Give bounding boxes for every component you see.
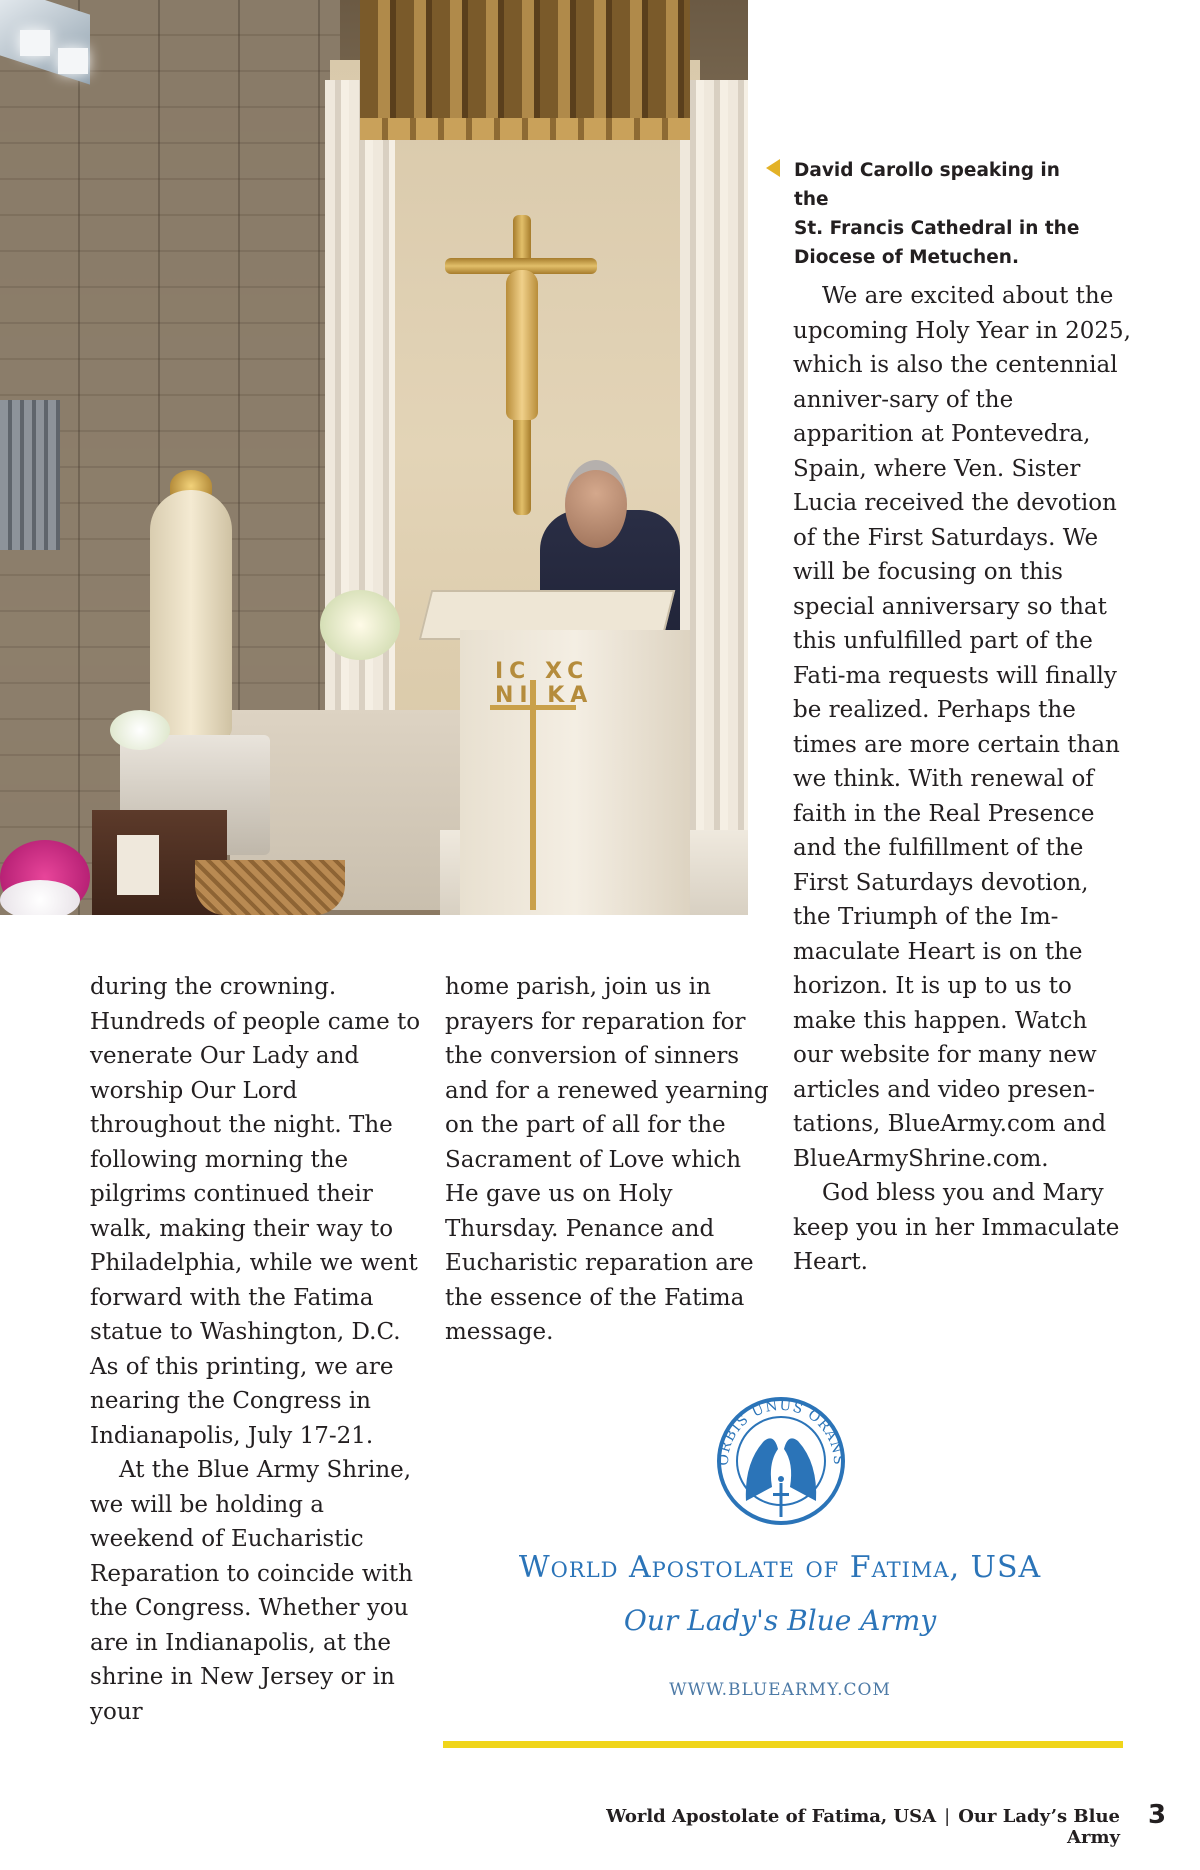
footer-publication: World Apostolate of Fatima, USA	[606, 1806, 937, 1827]
footer-tagline: Our Lady’s Blue Army	[958, 1806, 1120, 1848]
logo-url: WWW.BLUEARMY.COM	[669, 1680, 891, 1700]
photo-caption	[770, 156, 1100, 272]
footer	[560, 1806, 1120, 1848]
paragraph: At the Blue Army Shrine, we will be holding a weekend of Eucharistic Reparation to coincide with the Congress. Whether you are in Indianapolis, at the shrine in New Jersey or in your	[90, 1457, 413, 1725]
fatima-statue	[150, 490, 232, 740]
gothic-canopy	[360, 0, 690, 120]
text-column-3	[793, 279, 1133, 1280]
organ-pipes	[0, 400, 60, 550]
prayer-card	[117, 835, 159, 895]
text-column-2	[445, 970, 775, 1350]
svg-text:ORBIS UNUS ORANS: ORBIS UNUS ORANS	[715, 1397, 847, 1467]
lectern-inscription: IC XC NI KA	[495, 659, 594, 708]
flowers	[320, 590, 400, 660]
footer-separator: |	[944, 1806, 951, 1827]
crucifix-corpus	[506, 270, 538, 420]
speaker-head	[565, 460, 627, 548]
caption-arrow-icon	[766, 159, 780, 177]
lectern-cross	[530, 680, 536, 910]
paragraph: We are excited about the upcoming Holy Year in 2025, which is also the centennial anniver-sary of the apparition at Pontevedra, Spain, where Ven. Sister Lucia received the devotion of the First Saturdays. We will be focusing on this special anniversary so that this unfulfilled part of the Fati-ma requests will finally be realized. Perhaps the times are more certain than we think. With renewal of faith in the Real Presence and the fulfillment of the First Saturdays devotion, the Triumph of the Im-maculate Heart is on the horizon. It is up to us to make this happen. Watch our website for many new articles and video presen-tations, BlueArmy.com and BlueArmyShrine.com.	[793, 283, 1131, 1172]
curtain-right	[680, 80, 748, 850]
ceiling-light	[20, 30, 50, 56]
flowers	[110, 710, 170, 750]
page-number: 3	[1148, 1800, 1167, 1830]
logo-title: World Apostolate of Fatima, USA	[518, 1550, 1042, 1585]
paragraph: home parish, join us in prayers for reparation for the conversion of sinners and for a renewed yearning on the part of all for the Sacrament of Love which He gave us on Holy Thursday. Penance and Eucharistic reparation are the essence of the Fatima message.	[445, 974, 769, 1345]
paragraph: during the crowning. Hundreds of people came to venerate Our Lady and worship Our Lord throughout the night. The following morning the pilgrims continued their walk, making their way to Philadelphia, while we went forward with the Fatima statue to Washington, D.C. As of this printing, we are nearing the Congress in Indianapolis, July 17-21.	[90, 974, 421, 1449]
blue-army-seal-logo	[706, 1383, 856, 1533]
ceiling-light	[58, 48, 88, 74]
cathedral-photo	[0, 0, 748, 915]
text-column-1	[90, 970, 430, 1729]
yellow-rule	[443, 1741, 1123, 1748]
caption-text: David Carollo speaking in the St. Francis Cathedral in the Diocese of Metuchen.	[794, 160, 1080, 268]
white-flowers	[0, 880, 80, 915]
paragraph: God bless you and Mary keep you in her Immaculate Heart.	[793, 1180, 1120, 1275]
basket	[195, 860, 345, 915]
logo-subtitle: Our Lady's Blue Army	[623, 1604, 937, 1637]
